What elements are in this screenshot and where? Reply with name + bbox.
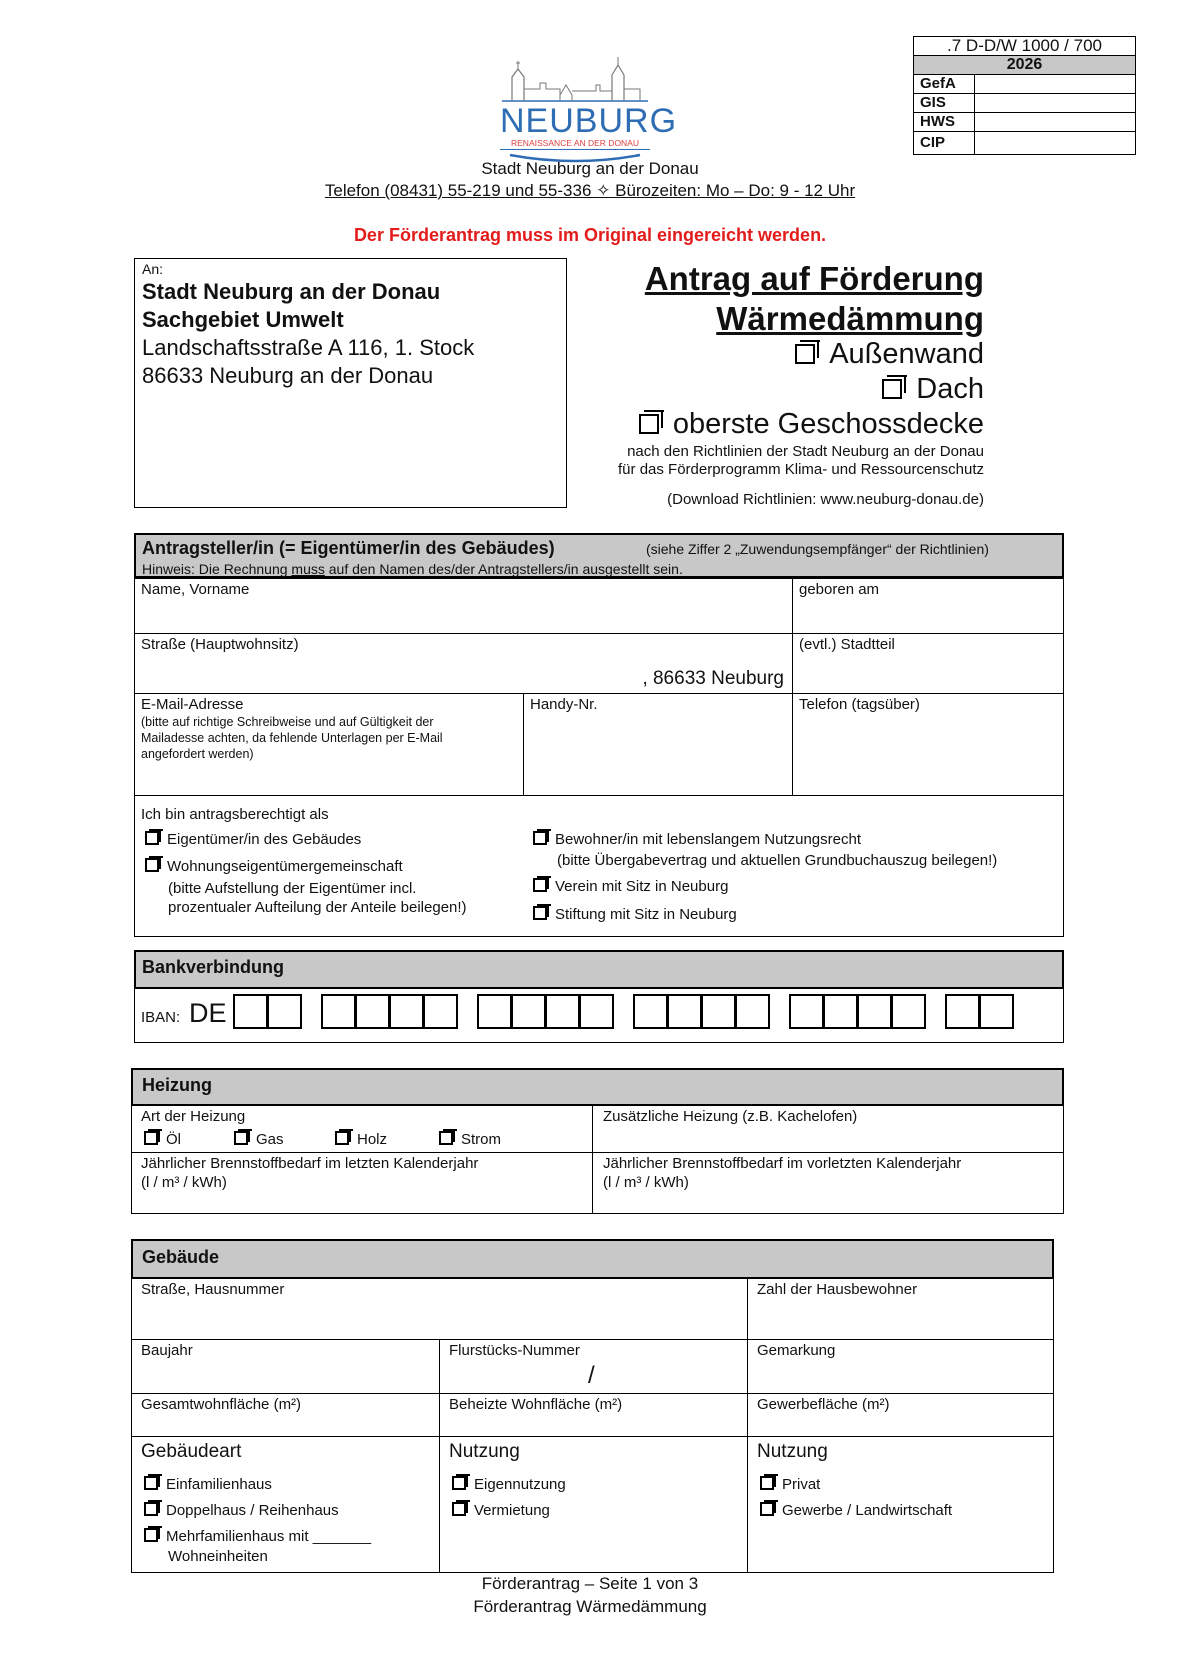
address-line2: Sachgebiet Umwelt bbox=[142, 307, 344, 332]
checkbox-icon[interactable] bbox=[234, 1131, 248, 1145]
heating-gas[interactable]: Gas bbox=[234, 1131, 284, 1148]
iban-digit-box[interactable] bbox=[233, 994, 268, 1029]
bank-header: Bankverbindung bbox=[134, 950, 1064, 989]
city-contact: Telefon (08431) 55-219 und 55-336 ✧ Bürozeiten: Mo – Do: 9 - 12 Uhr bbox=[324, 181, 856, 200]
opt-foundation[interactable]: Stiftung mit Sitz in Neuburg bbox=[533, 906, 737, 923]
iban-digit-box[interactable] bbox=[389, 994, 424, 1029]
city-logo bbox=[500, 55, 678, 165]
applicant-title: Antragsteller/in (= Eigentümer/in des Gebäudes) bbox=[142, 538, 555, 558]
iban-digit-box[interactable] bbox=[823, 994, 858, 1029]
building-street-field[interactable]: Straße, Hausnummer bbox=[131, 1278, 748, 1340]
code-hws: HWS bbox=[914, 113, 975, 132]
parcel-field[interactable]: Flurstücks-Nummer / bbox=[439, 1339, 748, 1394]
address-box bbox=[134, 258, 567, 508]
code-header: .7 D-D/W 1000 / 700 bbox=[914, 37, 1136, 56]
fuel-last-year-field[interactable]: Jährlicher Brennstoffbedarf im letzten Kalenderjahr (l / m³ / kWh) bbox=[131, 1152, 593, 1214]
iban-digit-box[interactable] bbox=[511, 994, 546, 1029]
iban-digit-box[interactable] bbox=[789, 994, 824, 1029]
checkbox-icon[interactable] bbox=[452, 1476, 466, 1490]
use-own[interactable]: Eigennutzung bbox=[452, 1476, 566, 1493]
code-cip: CIP bbox=[914, 132, 975, 155]
code-gefa: GefA bbox=[914, 75, 975, 94]
checkbox-icon[interactable] bbox=[144, 1502, 158, 1516]
logo-name: NEUBURG bbox=[500, 102, 678, 140]
email-note: (bitte auf richtige Schreibweise und auf Gültigkeit der Mailadesse achten, da fehlende Unterlagen per E-Mail angefordert werden) bbox=[141, 715, 443, 761]
checkbox-icon[interactable] bbox=[452, 1502, 466, 1516]
iban-digit-box[interactable] bbox=[423, 994, 458, 1029]
building-header: Gebäude bbox=[131, 1239, 1054, 1279]
iban-digit-box[interactable] bbox=[891, 994, 926, 1029]
checkbox-icon[interactable] bbox=[760, 1502, 774, 1516]
option-top-ceiling[interactable]: oberste Geschossdecke bbox=[639, 408, 984, 441]
name-field[interactable]: Name, Vorname bbox=[134, 578, 793, 634]
iban-digit-box[interactable] bbox=[979, 994, 1014, 1029]
footer-page: Förderantrag – Seite 1 von 3 bbox=[481, 1574, 699, 1593]
use-commercial[interactable]: Gewerbe / Landwirtschaft bbox=[760, 1502, 952, 1519]
opt-resident[interactable]: Bewohner/in mit lebenslangem Nutzungsrecht bbox=[533, 831, 861, 848]
code-gefa-field[interactable] bbox=[975, 75, 1136, 94]
iban-digit-box[interactable] bbox=[633, 994, 668, 1029]
skyline-icon bbox=[500, 55, 650, 103]
district-field[interactable]: (evtl.) Stadtteil bbox=[792, 633, 1064, 694]
type-single-family[interactable]: Einfamilienhaus bbox=[144, 1476, 272, 1493]
iban-boxes[interactable] bbox=[233, 994, 1063, 1030]
checkbox-icon[interactable] bbox=[144, 1528, 158, 1542]
opt-weg[interactable]: Wohnungseigentümergemeinschaft bbox=[145, 858, 403, 875]
code-gis-field[interactable] bbox=[975, 94, 1136, 113]
checkbox-icon[interactable] bbox=[335, 1131, 349, 1145]
iban-digit-box[interactable] bbox=[321, 994, 356, 1029]
fuel-prev-year-field[interactable]: Jährlicher Brennstoffbedarf im vorletzten Kalenderjahr (l / m³ / kWh) bbox=[592, 1152, 1064, 1214]
city-name: Stadt Neuburg an der Donau bbox=[481, 159, 699, 178]
logo-tagline: RENAISSANCE AN DER DONAU bbox=[500, 138, 650, 150]
checkbox-icon[interactable] bbox=[144, 1476, 158, 1490]
street-city-value: , 86633 Neuburg bbox=[642, 668, 784, 689]
iban-digit-box[interactable] bbox=[477, 994, 512, 1029]
title-line1: Antrag auf Förderung bbox=[644, 260, 984, 297]
iban-digit-box[interactable] bbox=[355, 994, 390, 1029]
code-cip-field[interactable] bbox=[975, 132, 1136, 155]
building-type-box: Gebäudeart Einfamilienhaus Doppelhaus / Reihenhaus Mehrfamilienhaus mit _______ Wohneinheiten bbox=[131, 1436, 440, 1573]
address-line4: 86633 Neuburg an der Donau bbox=[142, 363, 434, 388]
address-line1: Stadt Neuburg an der Donau bbox=[142, 279, 441, 304]
iban-digit-box[interactable] bbox=[267, 994, 302, 1029]
code-year: 2026 bbox=[914, 56, 1136, 75]
office-code-table bbox=[913, 36, 1136, 155]
iban-digit-box[interactable] bbox=[545, 994, 580, 1029]
parcel-slash: / bbox=[588, 1362, 595, 1389]
checkbox-icon[interactable] bbox=[533, 831, 547, 845]
built-year-field[interactable]: Baujahr bbox=[131, 1339, 440, 1394]
birthdate-field[interactable]: geboren am bbox=[792, 578, 1064, 634]
iban-prefix: DE bbox=[189, 998, 227, 1028]
usage-box: Nutzung Eigennutzung Vermietung bbox=[439, 1436, 748, 1573]
eligibility-box: Ich bin antragsberechtigt als Eigentümer/in des Gebäudes Wohnungseigentümergemeinschaft (bitte Aufstellung der Eigentümer incl. prozentualer Aufteilung der Anteile beilegen!) Bewohner/in mit lebenslangem Nutzungsrecht (bitte Übergabevertrag und aktuellen Grundbuchauszug beilegen!) Verein mit Sitz in Neuburg Stiftung mit Sitz in Neuburg bbox=[134, 795, 1064, 937]
checkbox-icon[interactable] bbox=[639, 414, 659, 434]
phone-field[interactable]: Telefon (tagsüber) bbox=[792, 693, 1064, 796]
applicant-header bbox=[134, 533, 1064, 578]
iban-digit-box[interactable] bbox=[667, 994, 702, 1029]
iban-digit-box[interactable] bbox=[735, 994, 770, 1029]
street-field[interactable]: Straße (Hauptwohnsitz) , 86633 Neuburg bbox=[134, 633, 793, 694]
iban-digit-box[interactable] bbox=[945, 994, 980, 1029]
checkbox-icon[interactable] bbox=[144, 1131, 158, 1145]
code-gis: GIS bbox=[914, 94, 975, 113]
iban-row bbox=[134, 988, 1064, 1043]
iban-digit-box[interactable] bbox=[701, 994, 736, 1029]
heating-power[interactable]: Strom bbox=[439, 1131, 501, 1148]
district-field-building[interactable]: Gemarkung bbox=[747, 1339, 1054, 1394]
original-notice: Der Förderantrag muss im Original eingereicht werden. bbox=[353, 225, 827, 245]
checkbox-icon[interactable] bbox=[760, 1476, 774, 1490]
address-prefix: An: bbox=[142, 261, 164, 277]
address-line3: Landschaftsstraße A 116, 1. Stock bbox=[142, 335, 475, 360]
applicant-hint: Hinweis: Die Rechnung muss auf den Namen des/der Antragstellers/in ausgestellt sein. bbox=[142, 561, 683, 577]
option-exterior-wall[interactable]: Außenwand bbox=[795, 338, 984, 371]
heating-header: Heizung bbox=[131, 1068, 1064, 1106]
checkbox-icon[interactable] bbox=[795, 344, 815, 364]
option-roof[interactable]: Dach bbox=[882, 373, 984, 406]
iban-label: IBAN: bbox=[141, 1009, 181, 1026]
checkbox-icon[interactable] bbox=[439, 1131, 453, 1145]
title-download: (Download Richtlinien: www.neuburg-donau.de) bbox=[667, 491, 984, 508]
email-field[interactable]: E-Mail-Adresse (bitte auf richtige Schreibweise und auf Gültigkeit der Mailadesse achten, da fehlende Unterlagen per E-Mail angefordert werden) bbox=[134, 693, 524, 796]
residents-field[interactable]: Zahl der Hausbewohner bbox=[747, 1278, 1054, 1340]
opt-owner[interactable]: Eigentümer/in des Gebäudes bbox=[145, 831, 361, 848]
checkbox-icon[interactable] bbox=[145, 858, 159, 872]
heating-oil[interactable]: Öl bbox=[144, 1131, 181, 1148]
type-semi-detached[interactable]: Doppelhaus / Reihenhaus bbox=[144, 1502, 339, 1519]
heated-area-field[interactable]: Beheizte Wohnfläche (m²) bbox=[439, 1393, 748, 1437]
use-private[interactable]: Privat bbox=[760, 1476, 820, 1493]
checkbox-icon[interactable] bbox=[145, 831, 159, 845]
title-line2: Wärmedämmung bbox=[716, 300, 984, 337]
total-area-field[interactable]: Gesamtwohnfläche (m²) bbox=[131, 1393, 440, 1437]
commercial-area-field[interactable]: Gewerbefläche (m²) bbox=[747, 1393, 1054, 1437]
mobile-field[interactable]: Handy-Nr. bbox=[523, 693, 793, 796]
title-note2: für das Förderprogramm Klima- und Ressourcenschutz bbox=[618, 461, 984, 478]
usage2-box: Nutzung Privat Gewerbe / Landwirtschaft bbox=[747, 1436, 1054, 1573]
checkbox-icon[interactable] bbox=[533, 878, 547, 892]
iban-digit-box[interactable] bbox=[579, 994, 614, 1029]
checkbox-icon[interactable] bbox=[533, 906, 547, 920]
checkbox-icon[interactable] bbox=[882, 379, 902, 399]
heating-wood[interactable]: Holz bbox=[335, 1131, 387, 1148]
use-rental[interactable]: Vermietung bbox=[452, 1502, 550, 1519]
type-multi-family[interactable]: Mehrfamilienhaus mit _______ bbox=[144, 1528, 371, 1545]
code-hws-field[interactable] bbox=[975, 113, 1136, 132]
title-note1: nach den Richtlinien der Stadt Neuburg an der Donau bbox=[627, 443, 984, 460]
iban-digit-box[interactable] bbox=[857, 994, 892, 1029]
opt-club[interactable]: Verein mit Sitz in Neuburg bbox=[533, 878, 728, 895]
applicant-title-note: (siehe Ziffer 2 „Zuwendungsempfänger“ der Richtlinien) bbox=[646, 541, 989, 557]
heating-type-field: Art der Heizung Öl Gas Holz Strom bbox=[131, 1105, 593, 1153]
footer-title: Förderantrag Wärmedämmung bbox=[473, 1597, 707, 1616]
extra-heating-field[interactable]: Zusätzliche Heizung (z.B. Kachelofen) bbox=[592, 1105, 1064, 1153]
